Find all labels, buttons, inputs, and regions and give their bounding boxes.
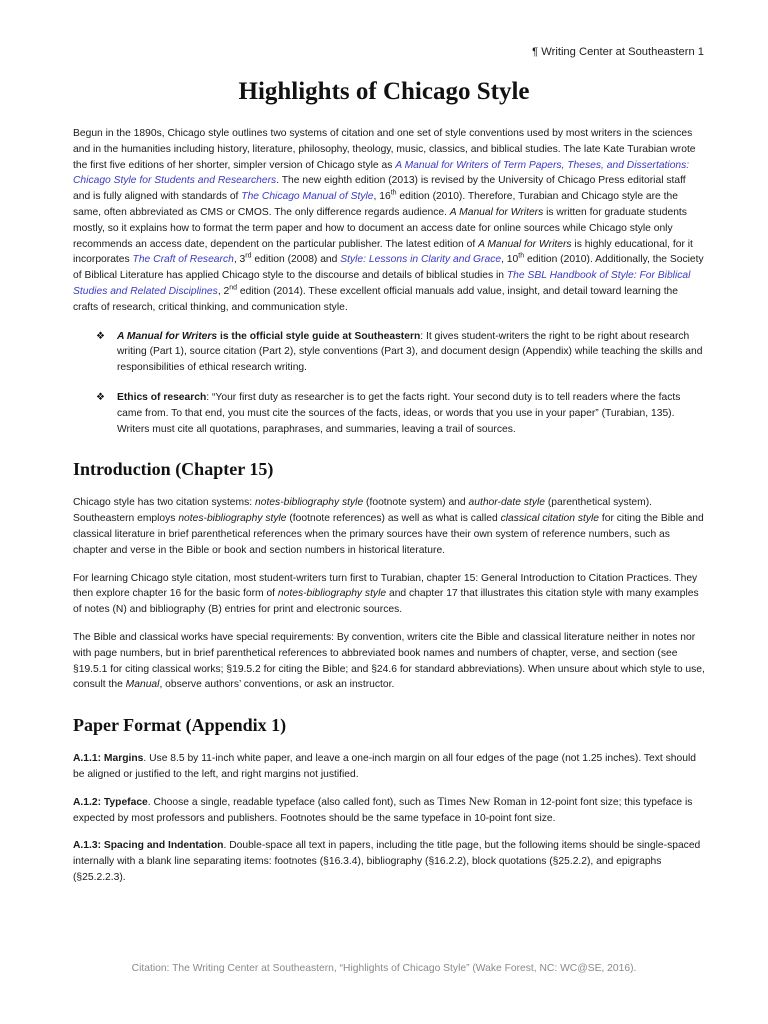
- text: . Choose a single, readable typeface (also called font), such as: [147, 796, 438, 808]
- text: . Use 8.5 by 11-inch white paper, and leave a one-inch margin on all four edges of the page (not 1.25 inches). Text should be aligned or justified to the left, and right margins not justified.: [73, 753, 696, 780]
- intro-text: , 3: [233, 254, 246, 266]
- superscript: th: [390, 189, 397, 197]
- text: (parenthetical system). Southeastern employs: [73, 497, 653, 525]
- text: Chicago style has two citation systems:: [73, 497, 255, 509]
- intro-text: , 10: [501, 254, 519, 266]
- italic-term: Manual: [125, 679, 160, 691]
- intro-text: is highly educational, for it incorporates: [73, 238, 693, 266]
- intro-text: is written for graduate students mostly, so it explains how to format the term paper and how to document an access date for online sources while Chicago style only recommends an access date, dependent on the particular publisher. The latest edition of: [73, 206, 687, 250]
- link-style-lessons[interactable]: Style: Lessons in Clarity and Grace: [340, 254, 502, 266]
- link-manual-for-writers[interactable]: A Manual for Writers of Term Papers, Theses, and Dissertations: Chicago Style for Students and Researchers: [73, 159, 690, 187]
- paragraph: [73, 630, 705, 693]
- superscript: th: [518, 252, 525, 260]
- link-sbl-handbook[interactable]: The SBL Handbook of Style: For Biblical Studies and Related Disciplines: [73, 270, 691, 297]
- page-header: ¶ Writing Center at Southeastern 1: [532, 46, 704, 58]
- intro-text: edition (2014). These excellent official manuals add value, insight, and detail toward learning the crafts of research, critical thinking, and communication style.: [73, 285, 679, 313]
- paragraph: [73, 795, 705, 827]
- diamond-bullet-icon: ❖: [96, 330, 105, 342]
- italic-term: notes-bibliography style: [178, 513, 287, 525]
- diamond-bullet-icon: ❖: [96, 391, 105, 403]
- citation-footer: Citation: The Writing Center at Southeastern, “Highlights of Chicago Style” (Wake Forest, NC: WC@SE, 2016).: [131, 963, 637, 974]
- text: for citing the Bible and classical literature in brief parenthetical references when the primary sources have their own system of reference numbers, such as chapter and verse in the Bible or book and section numbers in historical literature.: [73, 513, 704, 556]
- intro-paragraph: [73, 126, 705, 316]
- italic-term: notes-bibliography style: [255, 497, 364, 509]
- paragraph: [73, 751, 705, 783]
- text: (footnote references) as well as what is called: [286, 513, 501, 525]
- link-chicago-manual[interactable]: The Chicago Manual of Style: [241, 191, 374, 203]
- paragraph: [73, 495, 705, 558]
- bullet-text: : “Your first duty as researcher is to get the facts right. Your second duty is to tell readers where the facts came from. To that end, you must cite the sources of the facts, ideas, or words that you use in your paper” (Turabian, 135). Writers must cite all quotations, paraphrases, and summaries, leaving a trail of sources.: [117, 391, 681, 435]
- bullet-list: [73, 329, 705, 438]
- italic-title: A Manual for Writers: [478, 238, 572, 250]
- intro-text: , 2: [217, 285, 230, 297]
- bullet-text: : It gives student-writers the right to be right about research writing (Part 1), source citation (Part 2), style conventions (Part 3), and document design (Appendix) while teaching the skills and responsibilities of ethical research writing.: [117, 330, 703, 374]
- text: (footnote system) and: [363, 497, 469, 509]
- text: in 12-point font size; this typeface is expected by most professors and publishers. Footnotes should be the same typeface in 10-point font size.: [73, 796, 693, 824]
- intro-text: edition (2010). Therefore, Turabian and Chicago style are the same, often abbreviated as CMS or CMOS. The only difference regards audience.: [73, 191, 678, 218]
- superscript: rd: [245, 252, 252, 260]
- intro-text: edition (2010). Additionally, the Society of Biblical Literature has applied Chicago style to the discourse and details of biblical studies in: [73, 254, 704, 282]
- link-craft-of-research[interactable]: The Craft of Research: [132, 254, 234, 266]
- italic-term: classical citation style: [500, 513, 600, 525]
- bullet-bold: Ethics of research: [117, 391, 207, 403]
- paragraph: [73, 838, 705, 885]
- section-heading-paper-format: Paper Format (Appendix 1): [73, 715, 287, 736]
- text: , observe authors’ conventions, or ask an instructor.: [159, 679, 395, 691]
- page-title: Highlights of Chicago Style: [238, 78, 530, 105]
- list-item: [73, 390, 705, 437]
- intro-text: , 16: [373, 191, 391, 203]
- intro-text: . The new eighth edition (2013) is revised by the University of Chicago Press editorial staff and is fully aligned with standards of: [73, 175, 686, 203]
- list-item: [73, 329, 705, 376]
- paragraph: [73, 571, 705, 618]
- superscript: nd: [229, 284, 238, 292]
- text: and chapter 17 that illustrates this citation style with many examples of notes (N) and bibliography (B) entries for print and electronic sources.: [73, 588, 699, 616]
- rule-label: A.1.1: Margins: [73, 753, 144, 765]
- intro-text: Begun in the 1890s, Chicago style outlines two systems of citation and one set of style conventions used by most writers in the sciences and in the humanities including history, literature, philosophy, theology, music, classics, and biblical studies. The late Kate Turabian wrote the first five editions of her shorter, simpler version of Chicago style as: [73, 128, 696, 171]
- italic-title: A Manual for Writers: [449, 206, 544, 218]
- text: For learning Chicago style citation, most student-writers turn first to Turabian, chapter 15: General Introduction to Citation Practices. They then explore chapter 16 for the basic form of: [73, 572, 698, 600]
- italic-term: author-date style: [468, 497, 546, 509]
- rule-label: A.1.3: Spacing and Indentation: [73, 840, 224, 852]
- text: The Bible and classical works have special requirements: By convention, writers cite the Bible and classical literature neither in notes nor with page numbers, but in brief parenthetical references to abbreviated book names and numbers of chapter, verse, and section (see §19.5.1 for citing classical works; §19.5.2 for citing the Bible; and §24.6 for standard abbreviations). When unsure about which style to use, consult the: [73, 631, 705, 691]
- text: . Double-space all text in papers, including the title page, but the following items should be single-spaced internally with a blank line separating items: footnotes (§16.3.4), bibliography (§16.2.2), block quotations (§25.2.2), and epigraphs (§25.2.2.3).: [73, 840, 701, 883]
- bullet-bold: is the official style guide at Southeastern: [217, 330, 421, 342]
- bullet-italic: A Manual for Writers: [117, 330, 218, 342]
- font-sample: Times New Roman: [437, 795, 527, 808]
- rule-label: A.1.2: Typeface: [73, 796, 148, 808]
- italic-term: notes-bibliography style: [277, 588, 387, 600]
- document-body: [73, 126, 705, 898]
- section-heading-introduction: Introduction (Chapter 15): [73, 459, 274, 480]
- intro-text: edition (2008) and: [251, 254, 341, 266]
